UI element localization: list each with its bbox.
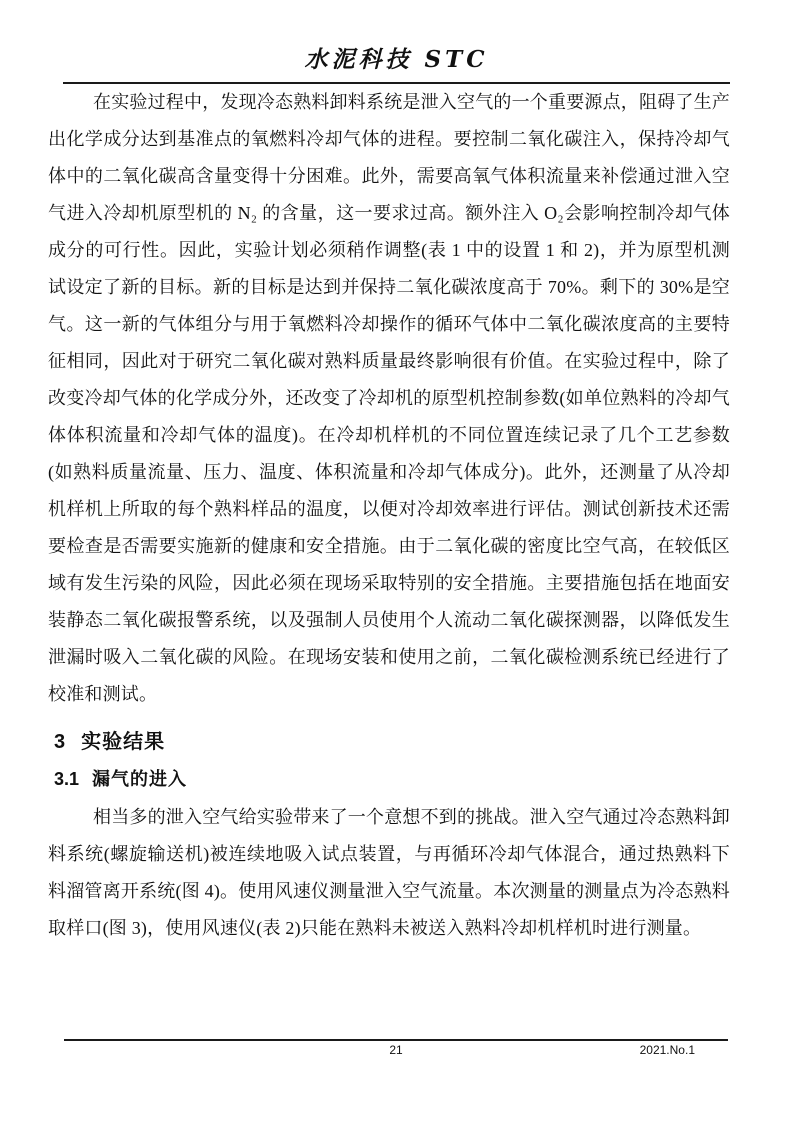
paragraph-experiment-process: 在实验过程中，发现冷态熟料卸料系统是泄入空气的一个重要源点，阻碍了生产出化学成分达到基准点的氧燃料冷却气体的进程。要控制二氧化碳注入，保持冷却气体中的二氧化碳高含量变得十分困难。此外，需要高氧气体积流量来补偿通过泄入空气进入冷却机原型机的 N₂ 的含量，这一要求过高。额外注入 O₂会影响控制冷却气体成分的可行性。因此，实验计划必须稍作调整(表 1 中的设置 1 和 2)，并为原型机测试设定了新的目标。新的目标是达到并保持二氧化碳浓度高于 70%。剩下的 30%是空气。这一新的气体组分与用于氧燃料冷却操作的循环气体中二氧化碳浓度高的主要特征相同，因此对于研究二氧化碳对熟料质量最终影响很有价值。在实验过程中，除了改变冷却气体的化学成分外，还改变了冷却机的原型机控制参数(如单位熟料的冷却气体体积流量和冷却气体的温度)。在冷却机样机的不同位置连续记录了几个工艺参数(如熟料质量流量、压力、温度、体积流量和冷却气体成分)。此外，还测量了从冷却机样机上所取的每个熟料样品的温度，以便对冷却效率进行评估。测试创新技术还需要检查是否需要实施新的健康和安全措施。由于二氧化碳的密度比空气高，在较低区域有发生污染的风险，因此必须在现场采取特别的安全措施。主要措施包括在地面安装静态二氧化碳报警系统，以及强制人员使用个人流动二氧化碳探测器，以降低发生泄漏时吸入二氧化碳的风险。在现场安装和使用之前，二氧化碳检测系统已经进行了校准和测试。 (48, 92, 730, 704)
page-body (48, 84, 730, 947)
journal-title: 水泥科技 STC (304, 46, 489, 73)
paragraph-false-air: 相当多的泄入空气给实验带来了一个意想不到的挑战。泄入空气通过冷态熟料卸料系统(螺旋输送机)被连续地吸入试点装置，与再循环冷却气体混合，通过热熟料下料溜管离开系统(图 4)。使用风速仪测量泄入空气流量。本次测量的测量点为冷态熟料取样口(图 3)，使用风速仪(表 2)只能在熟料未被送入熟料冷却机样机时进行测量。 (48, 807, 730, 938)
section-title: 实验结果 (81, 731, 166, 753)
subsection-heading-air-leak (54, 766, 730, 793)
section-number: 3 (54, 731, 66, 753)
subsection-title: 漏气的进入 (92, 769, 188, 789)
page-number: 21 (389, 1043, 403, 1057)
footer-rule (64, 1039, 728, 1041)
page-footer (64, 1043, 728, 1061)
issue-label: 2021.No.1 (639, 1043, 695, 1057)
subsection-number: 3.1 (54, 769, 80, 789)
section-heading-results (54, 727, 730, 757)
